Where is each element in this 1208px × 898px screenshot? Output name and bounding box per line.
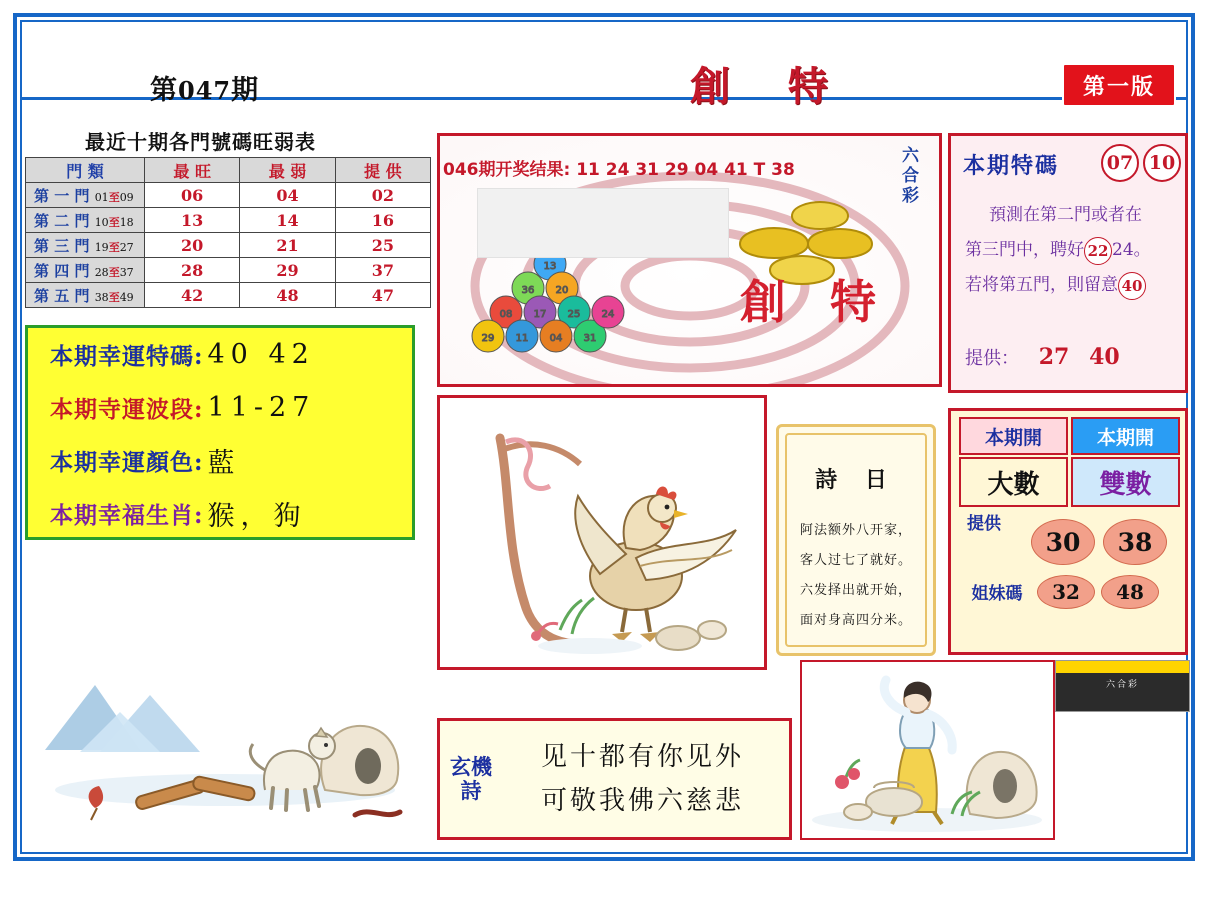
cell-gate: 第 一 門 01至09 <box>26 183 145 208</box>
cell-supply: 02 <box>335 183 430 208</box>
special-code-text <box>965 198 1179 303</box>
cell-hot: 28 <box>145 258 240 283</box>
banner-text: 六合彩 <box>1105 680 1139 690</box>
rank-table <box>25 157 431 308</box>
lucky-value: 猴，狗 <box>207 501 307 532</box>
svg-text:29: 29 <box>481 333 495 344</box>
issue-number: 047 <box>178 76 232 105</box>
cell-hot: 06 <box>145 183 240 208</box>
open-supply-label: 提供 <box>967 514 1001 534</box>
cell-supply: 47 <box>335 283 430 308</box>
special-ball: 07 <box>1101 144 1139 182</box>
lady-illustration <box>800 660 1055 840</box>
lucky-value: 40 42 <box>207 339 315 370</box>
table-row <box>26 208 431 233</box>
lucky-value: 11-27 <box>207 392 316 423</box>
cell-supply: 25 <box>335 233 430 258</box>
lucky-box <box>25 325 415 540</box>
th-hot: 最 旺 <box>145 158 240 183</box>
open-supply-value: 30 <box>1031 519 1095 565</box>
side-banner <box>1055 660 1190 712</box>
svg-text:31: 31 <box>583 333 597 344</box>
svg-text:17: 17 <box>533 309 547 320</box>
cell-cold: 14 <box>240 208 335 233</box>
cell-cold: 48 <box>240 283 335 308</box>
cell-gate: 第 二 門 10至18 <box>26 208 145 233</box>
sister-code-value: 32 <box>1037 575 1095 609</box>
lucky-value: 藍 <box>207 448 241 479</box>
table-row <box>26 258 431 283</box>
cell-hot: 13 <box>145 208 240 233</box>
th-cold: 最 弱 <box>240 158 335 183</box>
special-supply-value: 40 <box>1089 344 1120 370</box>
svg-text:20: 20 <box>555 285 569 296</box>
inline-number: 40 <box>1118 272 1146 300</box>
banner-accent-bar <box>1056 661 1189 673</box>
edition-badge: 第一版 <box>1062 63 1176 107</box>
lucky-label: 本期寺運波段: <box>50 396 204 423</box>
th-supply: 提 供 <box>335 158 430 183</box>
cell-cold: 21 <box>240 233 335 258</box>
special-ball: 10 <box>1143 144 1181 182</box>
shiri-line: 阿法额外八开家， <box>799 523 912 538</box>
special-code-box <box>948 133 1188 393</box>
shiri-line: 六发择出就开始， <box>799 583 912 598</box>
open-cell-right: 雙數 <box>1071 457 1180 507</box>
table-row <box>26 283 431 308</box>
special-code-title: 本期特碼 <box>963 153 1060 179</box>
cell-hot: 42 <box>145 283 240 308</box>
svg-text:08: 08 <box>499 309 513 320</box>
xuanji-line: 见十都有你见外 <box>540 742 744 772</box>
special-line: 第三門中，聘好 22 24。 <box>965 233 1179 268</box>
cell-gate: 第 五 門 38至49 <box>26 283 145 308</box>
special-supply-label: 提供： <box>965 348 1019 369</box>
lucky-label: 本期幸運顏色: <box>50 449 204 476</box>
lucky-label: 本期幸福生肖: <box>50 502 204 529</box>
shiri-poem-box <box>776 424 936 656</box>
dog-illustration <box>25 640 415 840</box>
lucky-row <box>28 381 412 434</box>
special-supply-value: 27 <box>1038 344 1070 370</box>
svg-text:36: 36 <box>521 285 535 296</box>
cell-hot: 20 <box>145 233 240 258</box>
sister-code-value: 48 <box>1101 575 1159 609</box>
special-line: 預測在第二門或者在 <box>989 205 1142 225</box>
open-supply-value: 38 <box>1103 519 1167 565</box>
shiri-line: 客人过七了就好。 <box>799 553 912 568</box>
xuanji-line: 可敬我佛六慈悲 <box>540 786 744 816</box>
lucky-row <box>28 487 412 540</box>
table-row <box>26 233 431 258</box>
table-header-row <box>26 158 431 183</box>
table-row <box>26 183 431 208</box>
brand-title: 創 特 <box>690 63 850 110</box>
xuanji-label: 玄機詩 <box>450 754 492 803</box>
open-head-right: 本期開 <box>1071 417 1180 455</box>
issue-title <box>150 68 259 107</box>
xuanji-poem-box <box>437 718 792 840</box>
svg-text:25: 25 <box>567 309 581 320</box>
open-cell-left: 大數 <box>959 457 1068 507</box>
svg-text:24: 24 <box>601 309 615 320</box>
open-result-box <box>948 408 1188 655</box>
shiri-line: 面对身高四分米。 <box>799 613 912 628</box>
cell-gate: 第 四 門 28至37 <box>26 258 145 283</box>
draw-result-line: 046期开奖结果: 11 24 31 29 04 41 T 38 <box>443 160 795 180</box>
issue-suffix: 期 <box>231 75 260 106</box>
open-head-left: 本期開 <box>959 417 1068 455</box>
center-logo-text: 創 特 <box>740 275 891 329</box>
svg-text:13: 13 <box>543 261 557 272</box>
cell-cold: 04 <box>240 183 335 208</box>
shiri-title: 詩 日 <box>815 467 897 493</box>
special-line: 若将第五門，則留意 40 <box>965 268 1179 303</box>
inline-number: 22 <box>1084 237 1112 265</box>
lucky-row <box>28 434 412 487</box>
th-gate: 門 類 <box>26 158 145 183</box>
cell-supply: 37 <box>335 258 430 283</box>
lucky-label: 本期幸運特碼: <box>50 343 204 370</box>
sister-code-label: 姐妹碼 <box>971 584 1023 604</box>
svg-text:04: 04 <box>549 333 563 344</box>
lucky-row <box>28 328 412 381</box>
rooster-illustration <box>437 395 767 670</box>
blank-overlay <box>477 188 729 258</box>
issue-prefix: 第 <box>150 75 178 106</box>
liuhecai-label: 六合彩 <box>898 146 918 206</box>
cell-supply: 16 <box>335 208 430 233</box>
xuanji-lines <box>496 735 789 823</box>
special-supply <box>965 344 1120 370</box>
cell-cold: 29 <box>240 258 335 283</box>
rank-table-title: 最近十期各門號碼旺弱表 <box>85 130 316 154</box>
svg-text:11: 11 <box>515 333 529 344</box>
cell-gate: 第 三 門 19至27 <box>26 233 145 258</box>
